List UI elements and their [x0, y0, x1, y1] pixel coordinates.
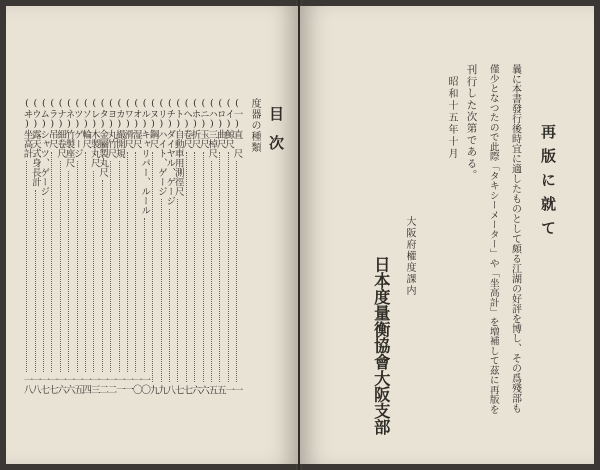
toc-entry-page: 六 — [197, 384, 209, 394]
toc-leader-dots — [135, 152, 136, 373]
toc-title: 目次 — [267, 106, 285, 164]
toc-entry-page: 一 — [223, 384, 235, 394]
toc-entry-label: (ソ)輪尺 — [80, 98, 92, 149]
toc-entry-label: (ホ)折尺 — [189, 98, 201, 149]
toc-leader-dots — [228, 152, 229, 382]
toc-entry-label: (ヌ)鋼尺 — [147, 98, 159, 149]
toc-entry-page: 一二 — [105, 375, 117, 394]
toc-entry-label: (ム)シャツ、ゲージ — [38, 98, 50, 196]
toc-entry-page: 六 — [189, 384, 201, 394]
toc-entry-label: (ヘ)卷尺 — [181, 98, 193, 149]
toc-leader-dots — [177, 199, 178, 382]
preface-date: 昭和十五年十月 — [446, 76, 457, 160]
toc-entry-label: (カ)撮開規 — [113, 98, 125, 158]
toc-entry-page: 九 — [155, 384, 167, 394]
toc-entry-page: 一一 — [113, 375, 125, 394]
toc-entry-label: (レ)木製丸尺 — [88, 98, 100, 168]
toc-section-heading: 度器の種類 — [249, 98, 260, 153]
toc-leader-dots — [169, 209, 170, 382]
toc-entry-page: 九 — [147, 384, 159, 394]
toc-leader-dots — [194, 152, 195, 382]
toc-entry-label: (イ)鯨尺 — [223, 98, 235, 149]
toc-entry-page: 一〇 — [130, 375, 142, 394]
toc-leader-dots — [119, 161, 120, 372]
publisher-name: 日本度量衡協會大阪支部 — [371, 256, 391, 436]
toc-leader-dots — [60, 161, 61, 372]
left-page-contents — [6, 6, 298, 464]
toc-leader-dots — [186, 152, 187, 382]
toc-entry-label: (ト)自動車用測徑尺 — [172, 98, 184, 196]
preface-title: 再版に就て — [539, 124, 557, 244]
toc-entry-page: 一 — [231, 384, 243, 394]
preface-line-1: 曩に本書發行後時宜に適したものとして頗る江湖の好評を博し、その爲殘部も — [509, 64, 521, 414]
toc-entry-label: (ハ)三棹尺 — [206, 98, 218, 158]
toc-entry-label: (ラ)吊尺 — [46, 98, 58, 149]
toc-entry-label: (ネ)竹製座尺 — [63, 98, 75, 168]
toc-entry-page: 一七 — [46, 375, 58, 394]
toc-leader-dots — [161, 199, 162, 382]
toc-leader-dots — [211, 161, 212, 382]
toc-leader-dots — [51, 152, 52, 373]
toc-entry-label: (ル)キャリパー、ルール — [139, 98, 151, 215]
toc-entry-page: 一七 — [38, 375, 50, 394]
bleed-through-text — [554, 266, 574, 282]
toc-leader-dots — [93, 171, 94, 373]
toc-entry-label: (タ)金屬製丸尺 — [97, 98, 109, 177]
toc-leader-dots — [102, 180, 103, 372]
toc-leader-dots — [144, 218, 145, 372]
toc-entry-page: 一八 — [29, 375, 41, 394]
toc-leader-dots — [110, 161, 111, 372]
toc-entry-page: 一八 — [21, 375, 33, 394]
toc-entry — [22, 98, 32, 394]
toc-entry-page: 七 — [172, 384, 184, 394]
toc-entry-page: 一四 — [80, 375, 92, 394]
toc-leader-dots — [152, 152, 153, 382]
toc-entry-label: (チ)ダイヤル、ゲージ — [164, 98, 176, 206]
preface-line-3: 刊行した次第である。 — [465, 64, 478, 181]
toc-entry-label: (ニ)玉尺 — [197, 98, 209, 149]
toc-leader-dots — [26, 161, 27, 372]
toc-entry-label: (ワ)滑尺 — [122, 98, 134, 149]
toc-entry-label: (一)直 尺 — [231, 98, 243, 158]
toc-entry-label: (ヰ)坐高計 — [21, 98, 33, 158]
toc-entry-label: (リ)ハイト、ゲージ — [155, 98, 167, 196]
toc-entry-label: (ヨ)丸竹尺 — [105, 98, 117, 158]
toc-leader-dots — [236, 161, 237, 382]
toc-entry-label: (ロ)曲尺 — [214, 98, 226, 149]
toc-leader-dots — [68, 171, 69, 373]
toc-entry-page: 一〇 — [139, 375, 151, 394]
publisher-office: 大阪府權度課内 — [404, 216, 415, 297]
toc-entry-label: (ウ)露天式身長計 — [29, 98, 41, 187]
toc-entry-page: 八 — [164, 384, 176, 394]
toc-entry-label: (オ)湿尺 — [130, 98, 142, 149]
toc-leader-dots — [85, 152, 86, 373]
toc-entry-page: 五 — [206, 384, 218, 394]
toc-entry-page: 七 — [181, 384, 193, 394]
toc-entry-page: 一五 — [71, 375, 83, 394]
preface-line-2: 僅少となつたので此際「タキシーメーター」や「坐高計」を増補して茲に再版を — [487, 64, 499, 414]
toc-entry-page: 一六 — [55, 375, 67, 394]
toc-entry-label: (ナ)細卷尺 — [55, 98, 67, 158]
right-page-preface — [300, 6, 594, 464]
toc-entry-page: 一二 — [97, 375, 109, 394]
toc-leader-dots — [35, 190, 36, 373]
toc-entry-page: 一一 — [122, 375, 134, 394]
toc-leader-dots — [203, 152, 204, 382]
toc-entry-page: 一三 — [88, 375, 100, 394]
toc-entry-page: 一六 — [63, 375, 75, 394]
toc-leader-dots — [77, 161, 78, 372]
toc-entry-page: 五 — [214, 384, 226, 394]
toc-entry-label: (ツ)ゲージ — [71, 98, 83, 158]
toc-leader-dots — [219, 152, 220, 382]
toc-leader-dots — [43, 199, 44, 372]
toc-leader-dots — [127, 152, 128, 373]
